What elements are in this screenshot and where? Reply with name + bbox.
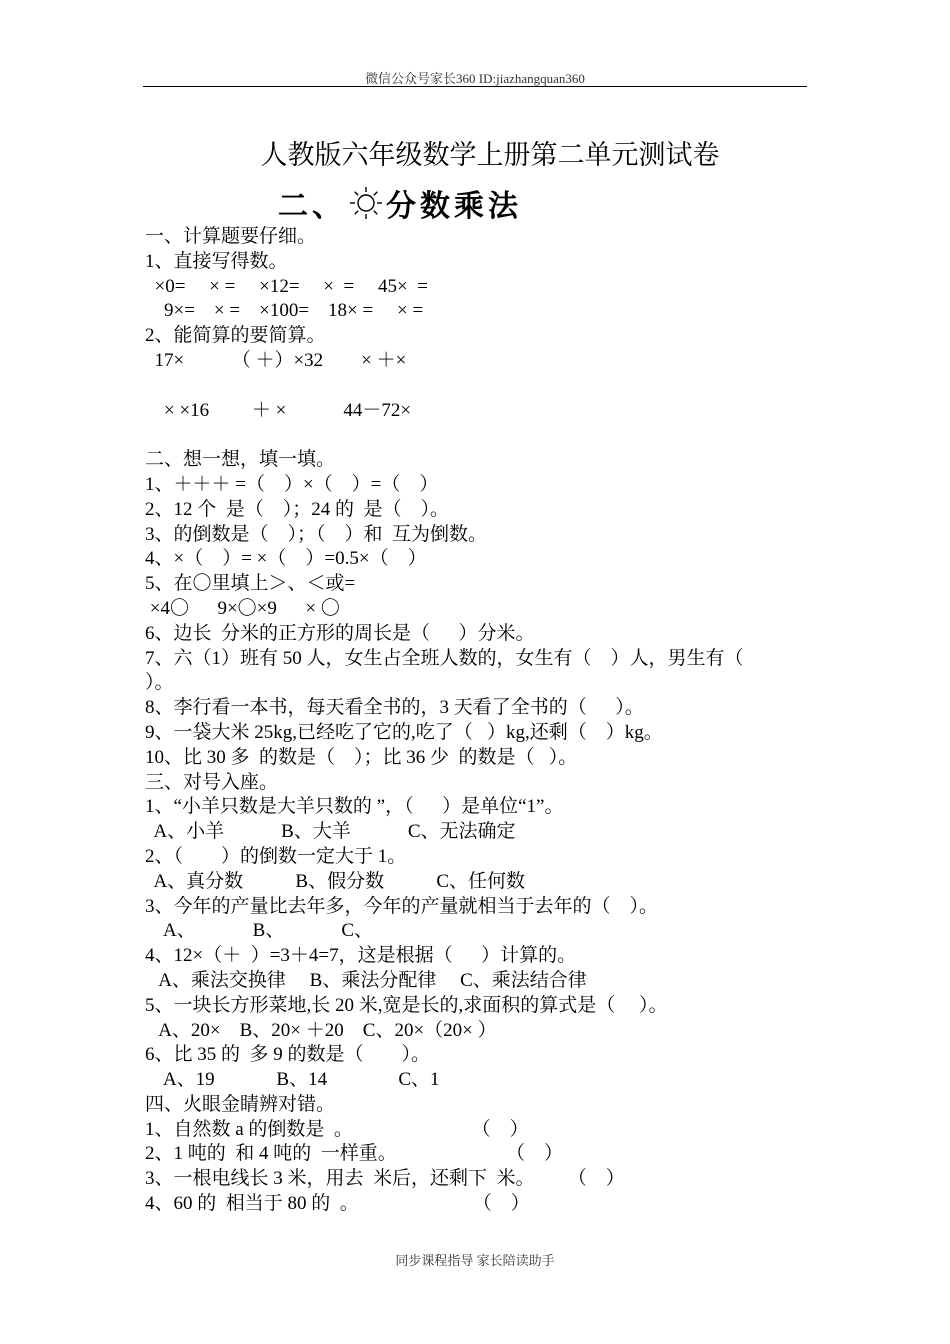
exam-line: 6、边长 分米的正方形的周长是（ ）分米。 bbox=[145, 622, 535, 644]
exam-line: 6、比 35 的 多 9 的数是（ ）。 bbox=[145, 1044, 431, 1066]
exam-line: 1、＋＋＋ =（ ）×（ ）=（ ） bbox=[145, 473, 439, 495]
exam-line: 2、能简算的要简算。 bbox=[145, 325, 326, 347]
exam-line: A、 B、 C、 bbox=[145, 920, 374, 942]
exam-line: ×4〇 9×〇×9 × 〇 bbox=[145, 597, 340, 619]
exam-line: 4、60 的 相当于 80 的 。 （ ） bbox=[145, 1193, 530, 1215]
exam-line: 2、（ ）的倒数一定大于 1。 bbox=[145, 845, 407, 867]
exam-line: 四、火眼金睛辨对错。 bbox=[145, 1093, 336, 1115]
exam-line: 3、今年的产量比去年多，今年的产量就相当于去年的（ ）。 bbox=[145, 895, 659, 917]
exam-line: ）。 bbox=[145, 672, 174, 694]
exam-line: 3、的倒数是（ ）；（ ）和 互为倒数。 bbox=[145, 523, 488, 545]
exam-line: 9、一袋大米 25kg,已经吃了它的,吃了（ ）kg,还剩（ ）kg。 bbox=[145, 721, 663, 743]
exam-line: 9×= × = ×100= 18× = × = bbox=[145, 300, 424, 322]
exam-line: A、乘法交换律 B、乘法分配律 C、乘法结合律 bbox=[145, 969, 587, 991]
exam-line: 8、李行看一本书，每天看全书的，3 天看了全书的（ ）。 bbox=[145, 697, 644, 719]
exam-line: 三、对号入座。 bbox=[145, 771, 279, 793]
exam-line: 7、六（1）班有 50 人，女生占全班人数的，女生有（ ）人，男生有（ bbox=[145, 647, 744, 669]
page-header: 微信公众号家长360 ID:jiazhangquan360 bbox=[365, 71, 585, 86]
exam-line bbox=[145, 374, 825, 399]
exam-line: A、19 B、14 C、1 bbox=[145, 1069, 440, 1091]
subtitle-main: 分数乘法 bbox=[386, 189, 522, 224]
header-rule bbox=[143, 86, 807, 87]
page-title: 人教版六年级数学上册第二单元测试卷 bbox=[260, 140, 720, 171]
exam-line: 1、自然数 a 的倒数是 。 （ ） bbox=[145, 1118, 529, 1140]
exam-line: 10、比 30 多 的数是（ ）；比 36 少 的数是（ ）。 bbox=[145, 746, 578, 768]
exam-line: 4、12×（＋ ）=3＋4=7，这是根据（ ）计算的。 bbox=[145, 945, 577, 967]
exam-line: ×0= × = ×12= × = 45× = bbox=[145, 275, 428, 297]
page-footer: 同步课程指导 家长陪读助手 bbox=[395, 1253, 555, 1268]
exam-line: 3、一根电线长 3 米，用去 米后，还剩下 米。 （ ） bbox=[145, 1168, 625, 1190]
subtitle-prefix: 二、 bbox=[278, 189, 346, 224]
exam-line: 5、一块长方形菜地,长 20 米,宽是长的,求面积的算式是（ ）。 bbox=[145, 994, 668, 1016]
exam-line: 5、在〇里填上＞、＜或= bbox=[145, 573, 356, 595]
exam-line: 17× （ ＋）×32 × ＋× bbox=[145, 349, 407, 371]
exam-line: A、20× B、20× ＋20 C、20×（20× ） bbox=[145, 1019, 497, 1041]
exam-line: 1、“小羊只数是大羊只数的 ”，（ ）是单位“1”。 bbox=[145, 796, 564, 818]
exam-line: × ×16 ＋ × 44－72× bbox=[145, 399, 412, 421]
sun-icon bbox=[348, 185, 384, 221]
exam-line: 2、12 个 是（ ）；24 的 是（ ）。 bbox=[145, 498, 450, 520]
exam-line: A、真分数 B、假分数 C、任何数 bbox=[145, 870, 526, 892]
exam-line: A、小羊 B、大羊 C、无法确定 bbox=[145, 821, 516, 843]
exam-line bbox=[145, 423, 825, 448]
exam-content bbox=[145, 225, 825, 1217]
page-subtitle bbox=[278, 181, 522, 225]
exam-line: 2、1 吨的 和 4 吨的 一样重。 （ ） bbox=[145, 1143, 564, 1165]
exam-line: 二、想一想，填一填。 bbox=[145, 449, 336, 471]
exam-line: 4、×（ ）= ×（ ）=0.5×（ ） bbox=[145, 548, 427, 570]
exam-line: 一、计算题要仔细。 bbox=[145, 226, 317, 247]
exam-line: 1、直接写得数。 bbox=[145, 250, 288, 272]
